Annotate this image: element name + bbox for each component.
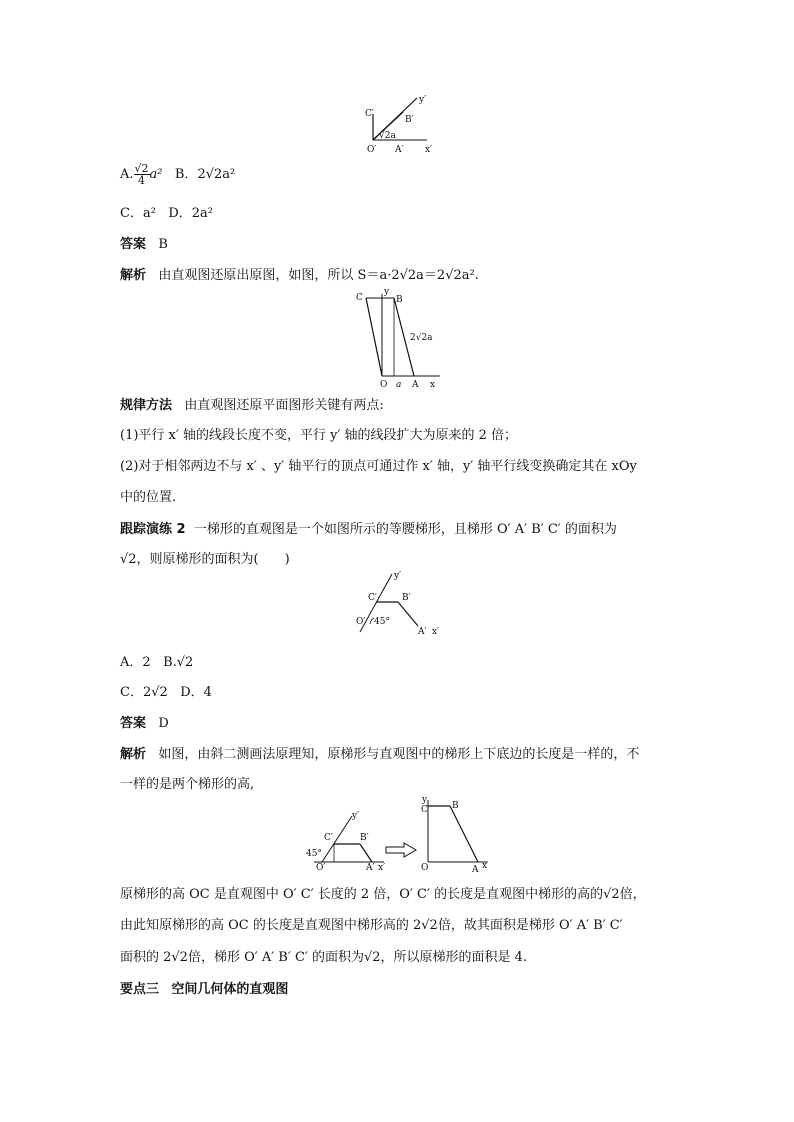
fig4-left-B: B′ — [360, 833, 369, 843]
method-point-3: 中的位置. — [120, 490, 177, 505]
q1-option-b: B．2√2a² — [174, 167, 236, 182]
fig3-label-C: C′ — [368, 593, 377, 603]
fig4-right-y: y — [422, 795, 428, 805]
solution-2-line4: 由此知原梯形的高 OC 的长度是直观图中梯形高的 2√2倍，故其面积是梯形 O′ A′ B′ C′ — [120, 918, 623, 933]
fig4-right-B: B — [452, 801, 459, 811]
fig1-label-C: C′ — [365, 109, 374, 119]
practice-2: 跟踪演练 2 一梯形的直观图是一个如图所示的等腰梯形，且梯形 O′ A′ B′ C′ 的面积为 — [120, 522, 617, 537]
fig3-label-O: O′ — [356, 617, 366, 627]
q1-options-ab: A. $\frac{√2}{4}$ a² B．2√2a² — [120, 162, 236, 187]
solution-2-line5: 面积的 2√2倍，梯形 O′ A′ B′ C′ 的面积为√2，所以原梯形的面积是 4. — [120, 950, 528, 965]
fig1-label-A: A′ — [395, 145, 404, 155]
fig4-left-x: x′ — [378, 863, 386, 873]
figure-isosceles-trapezoid — [352, 570, 452, 640]
fig1-label-O: O′ — [367, 145, 377, 155]
method-point-1: (1)平行 x′ 轴的线段长度不变，平行 y′ 轴的线段扩大为原来的 2 倍； — [120, 428, 518, 443]
fig1-label-B: B′ — [405, 115, 414, 125]
fig4-left-angle: 45° — [306, 849, 322, 859]
solution-2: 解析 如图，由斜二测画法原理知，原梯形与直观图中的梯形上下底边的长度是一样的，不 — [120, 747, 640, 762]
q2-option-b: B.√2 — [163, 655, 194, 670]
fig3-label-x: x′ — [432, 627, 440, 637]
fig4-right-x: x — [482, 861, 488, 871]
fig2-label-O: O — [380, 380, 388, 390]
fig2-label-A: A — [412, 380, 419, 390]
q1-options-cd — [120, 205, 213, 223]
fig3-label-A: A′ — [418, 627, 427, 637]
figure-restored-triangle — [352, 288, 452, 388]
figure-trapezoid-oblique — [304, 808, 394, 873]
q2-options-cd — [120, 684, 212, 702]
fig3-label-angle: 45° — [374, 617, 390, 627]
solution-2-line3: 原梯形的高 OC 是直观图中 O′ C′ 长度的 2 倍，O′ C′ 的长度是直观图中梯形的高的√2倍， — [120, 887, 646, 902]
fig4-right-C: C — [421, 805, 428, 815]
solution-1: 解析 由直观图还原出原图，如图，所以 S＝a·2√2a＝2√2a². — [120, 268, 479, 283]
q2-option-a: A．2 — [120, 655, 151, 670]
section-heading: 要点三 空间几何体的直观图 — [120, 982, 289, 997]
fig2-label-B: B — [396, 295, 403, 305]
method-heading: 规律方法 由直观图还原平面图形关键有两点: — [120, 398, 384, 413]
practice-2-cont: √2，则原梯形的面积为( ) — [120, 552, 290, 567]
fig1-label-y: y′ — [419, 95, 427, 105]
fig4-left-O: O′ — [316, 863, 326, 873]
fig2-label-C: C — [356, 293, 363, 303]
fig2-label-x: x — [430, 380, 436, 390]
fig3-label-y: y′ — [394, 571, 402, 581]
q1-option-c: C．a² — [120, 206, 156, 221]
fig2-label-y: y — [384, 287, 390, 297]
fig4-left-A: A′ — [366, 863, 375, 873]
fig4-right-A: A — [472, 865, 479, 875]
fig1-label-len: √2a — [379, 131, 396, 141]
fig4-left-C: C′ — [324, 833, 333, 843]
method-point-2: (2)对于相邻两边不与 x′ 、y′ 轴平行的顶点可通过作 x′ 轴，y′ 轴平行线变换确定其在 xOy — [120, 459, 637, 474]
fraction: $\frac{√2}{4}$ — [134, 162, 149, 187]
q2-option-c: C．2√2 — [120, 685, 168, 700]
fig2-label-len: 2√2a — [410, 333, 433, 343]
fig1-label-x: x′ — [425, 145, 433, 155]
q2-options-ab — [120, 654, 193, 672]
figure-trapezoid-original — [420, 796, 500, 874]
fig3-label-B: B′ — [402, 593, 411, 603]
q1-option-d: D．2a² — [168, 206, 213, 221]
q2-option-d: D．4 — [180, 685, 212, 700]
fig4-left-y: y′ — [352, 811, 360, 821]
answer-1: 答案 B — [120, 237, 168, 252]
figure-oblique-triangle — [355, 92, 445, 156]
transform-arrow-icon — [384, 842, 418, 858]
solution-2-line2: 一样的是两个梯形的高, — [120, 777, 255, 792]
fig2-label-a: a — [396, 380, 402, 390]
answer-2: 答案 D — [120, 716, 169, 731]
fig4-right-O: O — [421, 863, 429, 873]
